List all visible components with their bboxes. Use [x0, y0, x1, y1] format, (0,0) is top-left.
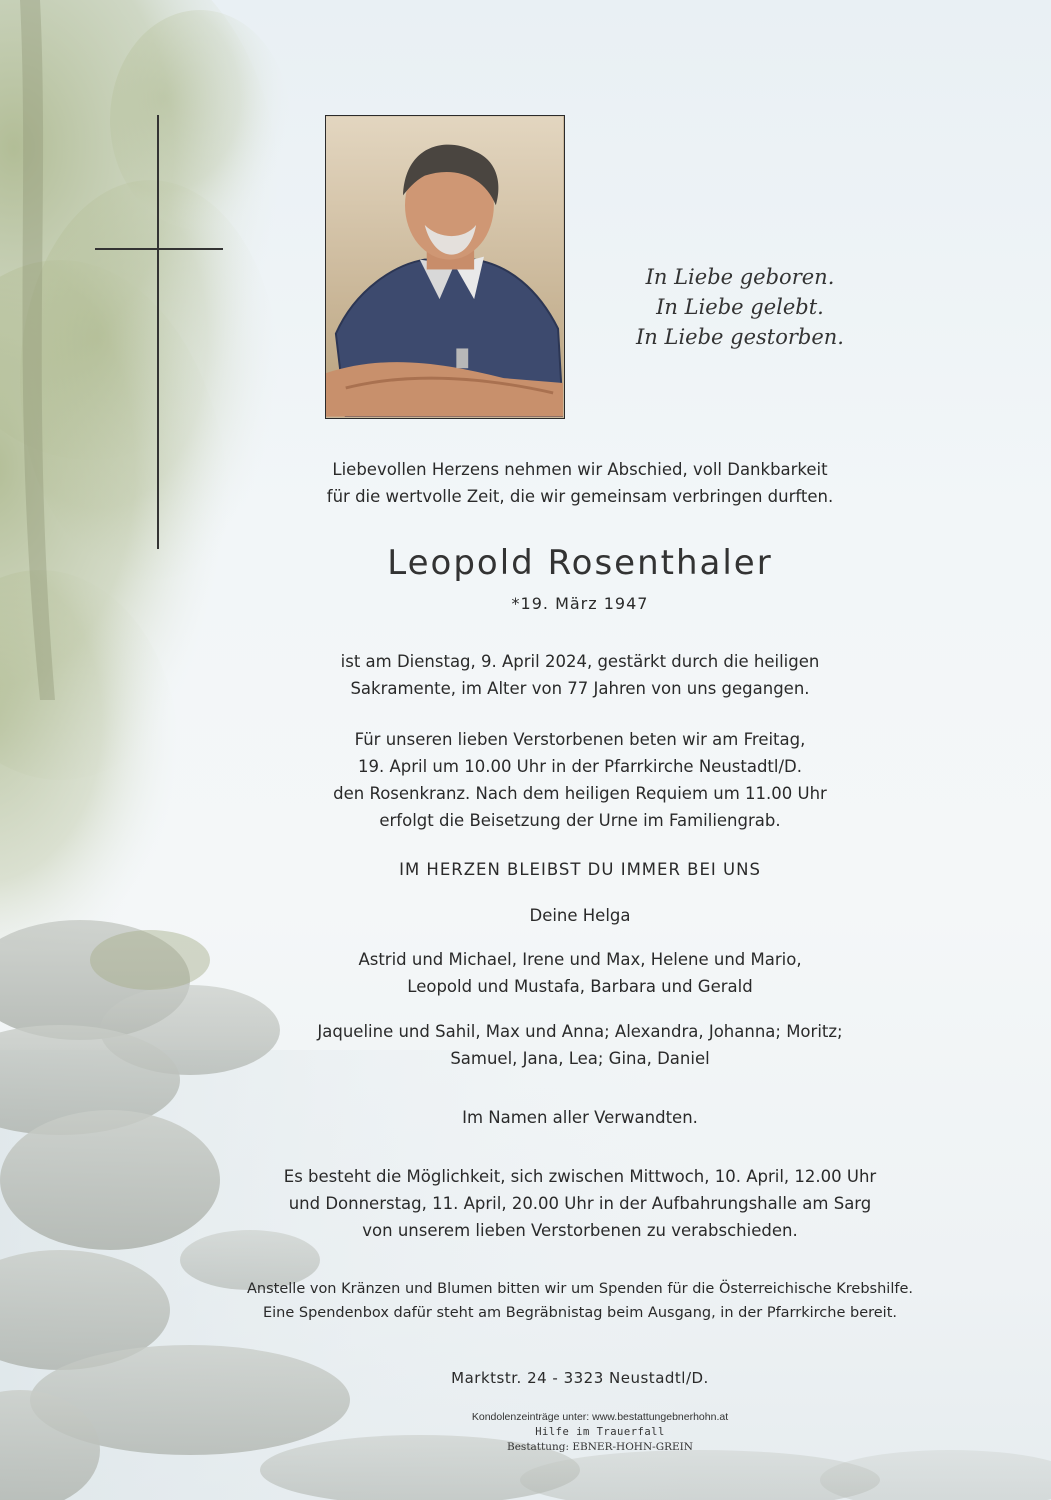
relatives-note: Im Namen aller Verwandten.: [462, 1108, 698, 1127]
quote-line: In Liebe geboren.: [645, 265, 835, 289]
help-tagline: Hilfe im Trauerfall: [535, 1426, 665, 1438]
service-line: Für unseren lieben Verstorbenen beten wir am Freitag,: [354, 730, 806, 749]
grandchildren-line: Samuel, Jana, Lea; Gina, Daniel: [450, 1049, 710, 1068]
children-list: [200, 946, 960, 1000]
service-line: 19. April um 10.00 Uhr in der Pfarrkirche Neustadtl/D.: [357, 757, 802, 776]
grandchildren-line: Jaqueline und Sahil, Max und Anna; Alexandra, Johanna; Moritz;: [317, 1022, 843, 1041]
quote-line: In Liebe gelebt.: [656, 295, 824, 319]
family-address: Marktstr. 24 - 3323 Neustadtl/D.: [451, 1369, 709, 1387]
viewing-info: [200, 1163, 960, 1244]
condolence-link: Kondolenzeinträge unter: www.bestattungebnerhohn.at: [471, 1411, 729, 1423]
intro-line: für die wertvolle Zeit, die wir gemeinsam verbringen durften.: [326, 487, 834, 506]
viewing-line: und Donnerstag, 11. April, 20.00 Uhr in der Aufbahrungshalle am Sarg: [288, 1194, 872, 1213]
children-line: Leopold und Mustafa, Barbara und Gerald: [407, 977, 753, 996]
quote-line: In Liebe gestorben.: [636, 325, 844, 349]
donation-request: [200, 1277, 960, 1325]
donation-line: Anstelle von Kränzen und Blumen bitten wir um Spenden für die Österreichische Krebshilfe.: [247, 1281, 913, 1297]
service-line: den Rosenkranz. Nach dem heiligen Requiem um 11.00 Uhr: [333, 784, 827, 803]
cross-horizontal-bar: [95, 248, 223, 250]
memorial-motto: IM HERZEN BLEIBST DU IMMER BEI UNS: [399, 860, 761, 879]
donation-line: Eine Spendenbox dafür steht am Begräbnistag beim Ausgang, in der Pfarrkirche bereit.: [262, 1305, 897, 1321]
portrait-illustration: [326, 116, 563, 417]
viewing-line: Es besteht die Möglichkeit, sich zwischen Mittwoch, 10. April, 12.00 Uhr: [283, 1167, 877, 1186]
service-details: [200, 726, 960, 834]
children-line: Astrid und Michael, Irene und Max, Helene und Mario,: [358, 950, 802, 969]
deceased-name: Leopold Rosenthaler: [387, 543, 773, 583]
cross-vertical-bar: [157, 115, 159, 549]
grandchildren-list: [200, 1018, 960, 1072]
intro-line: Liebevollen Herzens nehmen wir Abschied, voll Dankbarkeit: [332, 460, 828, 479]
service-line: erfolgt die Beisetzung der Urne im Familiengrab.: [379, 811, 781, 830]
death-notice-line: Sakramente, im Alter von 77 Jahren von uns gegangen.: [350, 679, 810, 698]
viewing-line: von unserem lieben Verstorbenen zu verabschieden.: [362, 1221, 798, 1240]
farewell-intro: [200, 456, 960, 510]
undertaker-name: Bestattung: EBNER-HOHN-GREIN: [507, 1441, 693, 1453]
death-notice-line: ist am Dienstag, 9. April 2024, gestärkt durch die heiligen: [340, 652, 820, 671]
portrait-photo: [325, 115, 565, 419]
spouse-name: Deine Helga: [529, 906, 631, 925]
birth-date: *19. März 1947: [511, 594, 649, 613]
memorial-quote: [600, 262, 880, 352]
death-notice: [200, 648, 960, 702]
